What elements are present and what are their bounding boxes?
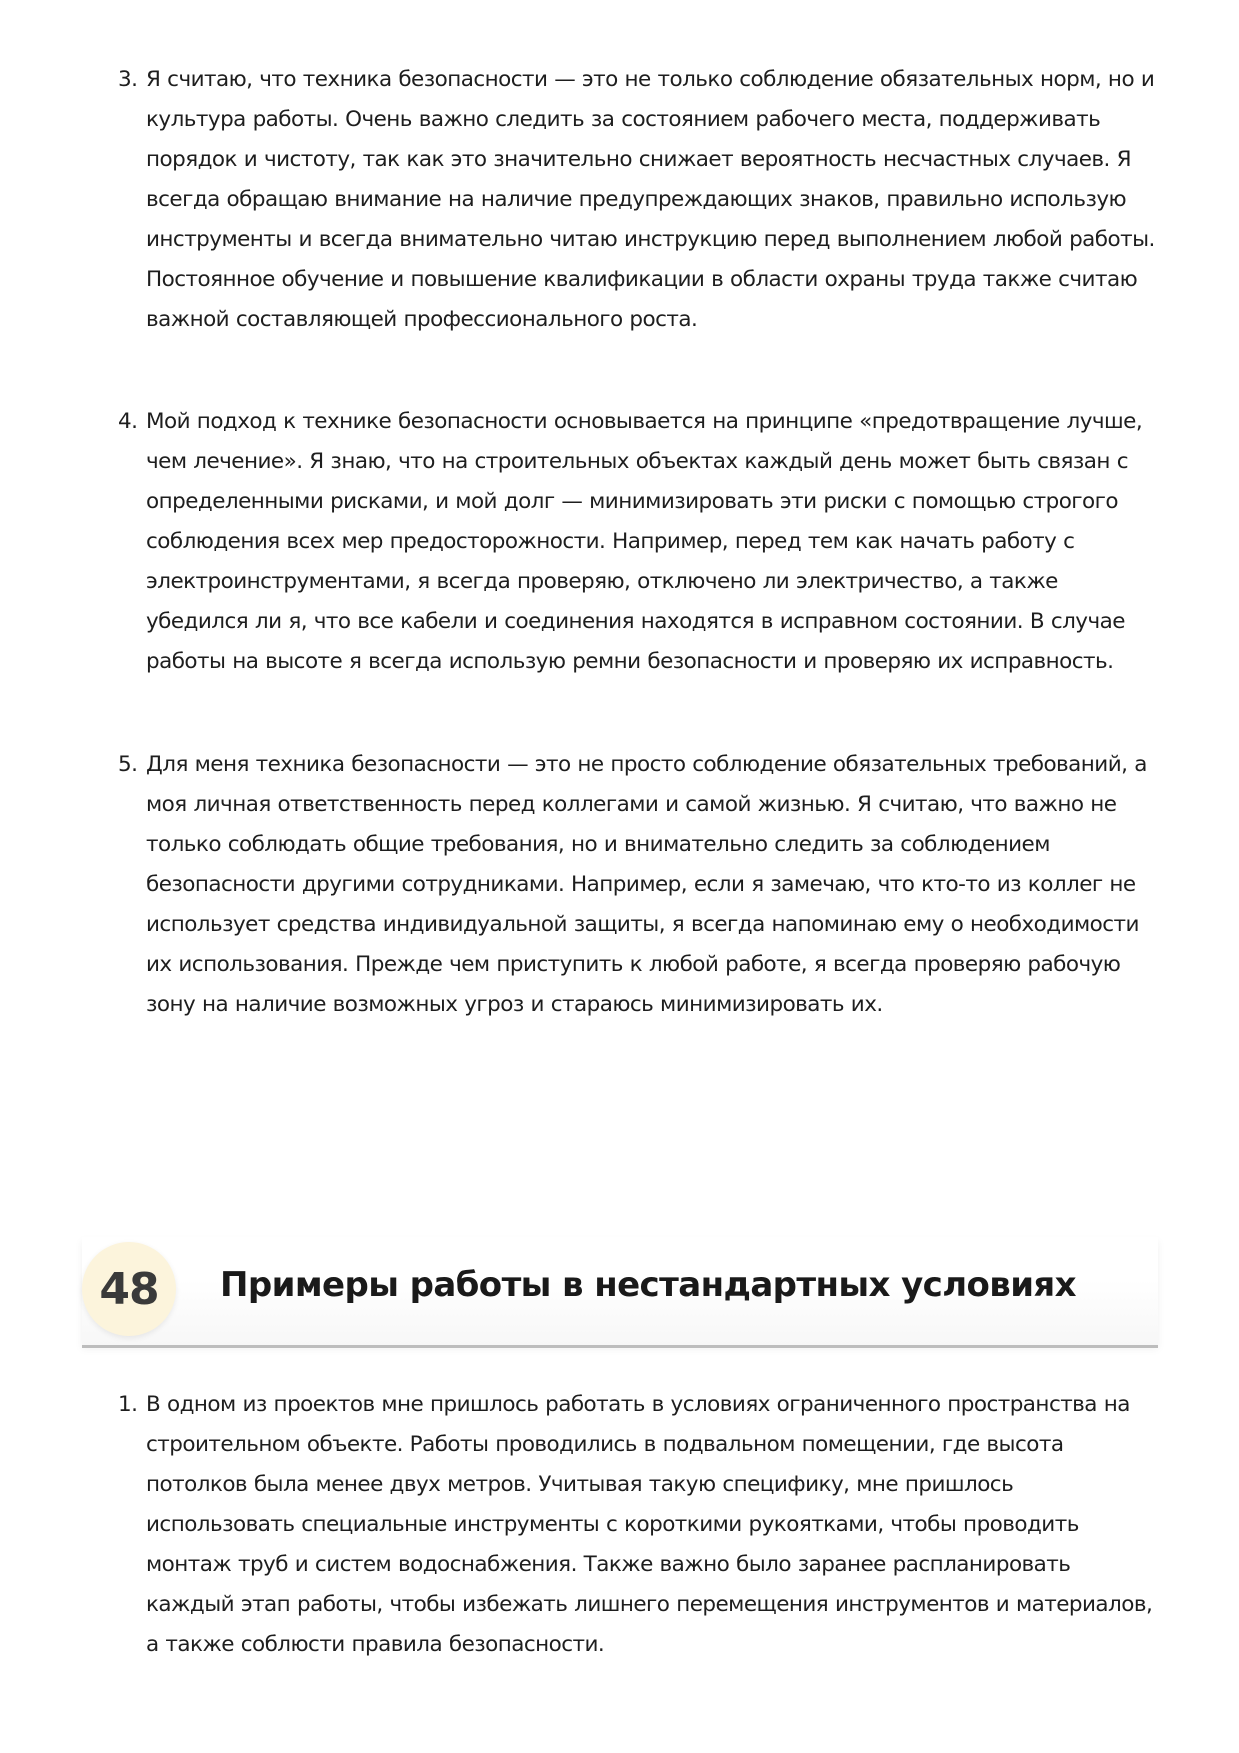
- list-item-text: Я считаю, что техника безопасности — это не только соблюдение обязательных норм, но и культура работы. Очень важно следить за состоянием рабочего места, поддерживать порядок и чистоту, так как это значительно снижает вероятность несчастных случаев. Я всегда обращаю внимание на наличие предупреждающих знаков, правильно использую инструменты и всегда внимательно читаю инструкцию перед выполнением любой работы. Постоянное обучение и повышение квалификации в области охраны труда также считаю важной составляющей профессионального роста.: [146, 67, 1155, 332]
- list-item-1: [118, 1385, 1163, 1665]
- list-item-5: [118, 745, 1163, 1025]
- list-item-number: 1.: [118, 1392, 138, 1417]
- list-item-text: Мой подход к технике безопасности основывается на принципе «предотвращение лучше, чем лечение». Я знаю, что на строительных объектах каждый день может быть связан с определенными рисками, и мой долг — минимизировать эти риски с помощью строгого соблюдения всех мер предосторожности. Например, перед тем как начать работу с электроинструментами, я всегда проверяю, отключено ли электричество, а также убедился ли я, что все кабели и соединения находятся в исправном состоянии. В случае работы на высоте я всегда использую ремни безопасности и проверяю их исправность.: [146, 409, 1143, 674]
- list-item-3: [118, 60, 1163, 340]
- list-item-4: [118, 402, 1163, 682]
- section-header: [82, 1237, 1158, 1355]
- section-divider: [82, 1345, 1158, 1348]
- list-item-text: Для меня техника безопасности — это не просто соблюдение обязательных требований, а моя личная ответственность перед коллегами и самой жизнью. Я считаю, что важно не только соблюдать общие требования, но и внимательно следить за соблюдением безопасности другими сотрудниками. Например, если я замечаю, что кто-то из коллег не использует средства индивидуальной защиты, я всегда напоминаю ему о необходимости их использования. Прежде чем приступить к любой работе, я всегда проверяю рабочую зону на наличие возможных угроз и стараюсь минимизировать их.: [146, 752, 1147, 1017]
- section-title: Примеры работы в нестандартных условиях: [220, 1265, 1076, 1305]
- list-item-number: 4.: [118, 409, 138, 434]
- list-item-text: В одном из проектов мне пришлось работать в условиях ограниченного пространства на строительном объекте. Работы проводились в подвальном помещении, где высота потолков была менее двух метров. Учитывая такую специфику, мне пришлось использовать специальные инструменты с короткими рукоятками, чтобы проводить монтаж труб и систем водоснабжения. Также важно было заранее распланировать каждый этап работы, чтобы избежать лишнего перемещения инструментов и материалов, а также соблюсти правила безопасности.: [146, 1392, 1153, 1657]
- list-item-number: 3.: [118, 67, 138, 92]
- section-number-badge: 48: [82, 1242, 176, 1336]
- list-item-number: 5.: [118, 752, 138, 777]
